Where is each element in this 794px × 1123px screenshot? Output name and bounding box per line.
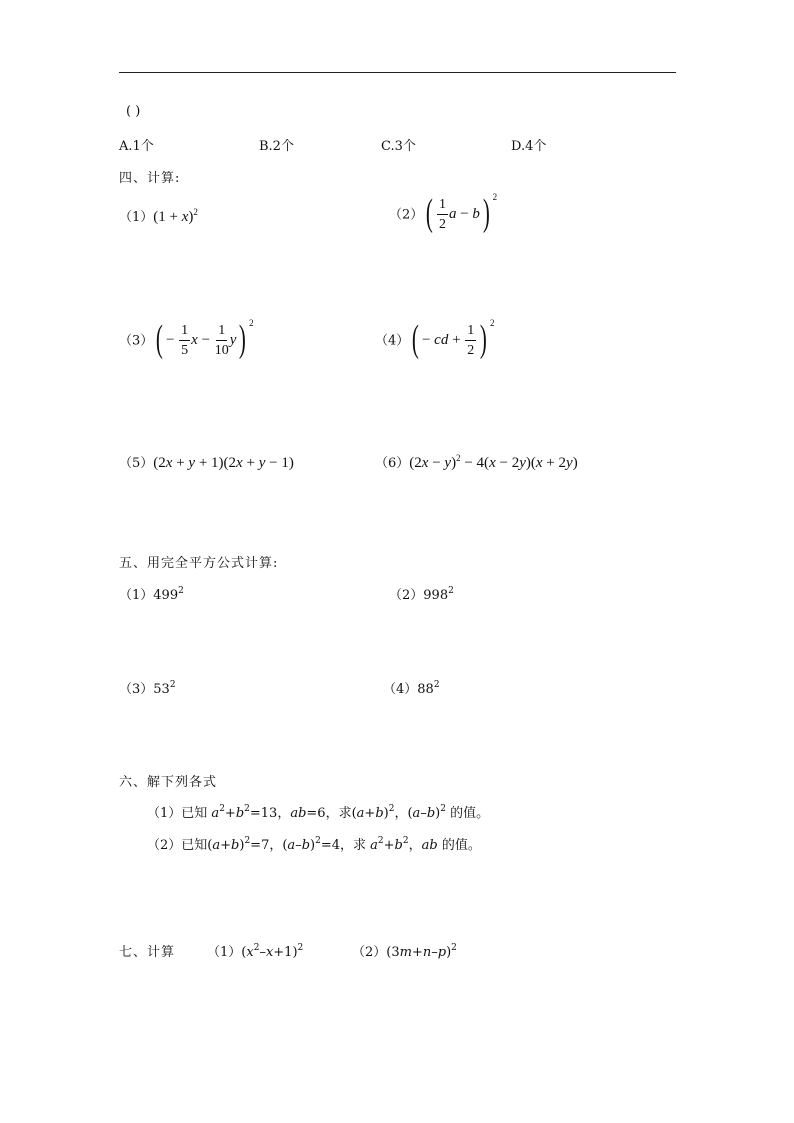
- s5-q3-base: 53: [153, 682, 170, 697]
- section5-title: 五、用完全平方公式计算:: [119, 556, 279, 571]
- s5-q2-base: 998: [423, 588, 449, 603]
- s6-q1-label: （1）: [147, 806, 182, 821]
- s5-q1-exp: 2: [178, 586, 184, 596]
- s4-q6-label: （6）: [375, 456, 410, 471]
- s5-q2-label: （2）: [389, 588, 424, 603]
- s4-q4-label: （4）: [375, 333, 410, 349]
- s5-q2-exp: 2: [448, 586, 454, 596]
- s4-q1-label: （1）: [119, 210, 154, 225]
- s6-q2: （2）已知$(a+b)^2=7$，$(a-b)^2=4$，求 $a^2+b^2$，ab 的值。: [147, 836, 481, 853]
- s4-q3-expr: ( − $\frac{1}{5}$ x − $\frac{1}{10}$ y) $^2$: [156, 318, 254, 360]
- s6-q2-label: （2）: [147, 838, 182, 853]
- option-c: C.3个: [381, 139, 416, 154]
- s4-q5-expr: (2x + y + 1)(2x + y − 1): [153, 455, 294, 471]
- s5-q4-exp: 2: [433, 680, 440, 690]
- s4-q1: [119, 206, 198, 226]
- s5-q1-base: 499: [153, 588, 179, 603]
- s5-q2: [389, 584, 454, 603]
- section4-title: 四、计算:: [119, 171, 181, 186]
- header-rule: [119, 72, 676, 73]
- s4-q2-label: （2）: [389, 207, 424, 223]
- s4-q2: [389, 192, 498, 234]
- s4-q1-expr: $(1 + x)^2$: [153, 207, 198, 225]
- s5-q4: [383, 678, 440, 697]
- s5-q4-label: （4）: [383, 682, 418, 697]
- s4-q3-label: （3）: [119, 333, 154, 349]
- s7-q2-label: （2）: [352, 945, 387, 960]
- option-d: D.4个: [511, 139, 547, 154]
- s5-q4-base: 88: [417, 682, 434, 697]
- option-b: B.2个: [259, 139, 294, 154]
- s5-q1-label: （1）: [119, 588, 154, 603]
- s4-q2-expr: ( $\frac{1}{2}$ a − b) $^2$: [426, 192, 498, 234]
- s4-q4-expr: ( − cd + $\frac{1}{2}$ ) $^2$: [412, 318, 495, 360]
- s4-q3: [119, 318, 254, 360]
- s7-q2: $(2)(3m+n-p)^2$: [352, 943, 457, 960]
- s5-q1: [119, 584, 184, 603]
- s4-q6-expr: $(2x - y)^2 - 4(x - 2y)(x + 2y)$: [409, 453, 578, 471]
- s7-q1-label: （1）: [207, 945, 242, 960]
- section7-title: 七、计算: [119, 945, 176, 960]
- s7-q1: $(1)(x^2-x+1)^2$: [207, 943, 304, 960]
- s4-q6: [375, 452, 578, 472]
- s5-q3: [119, 678, 176, 697]
- s4-q4: [375, 318, 495, 360]
- s5-q3-label: （3）: [119, 682, 154, 697]
- option-a: A.1个: [119, 139, 154, 154]
- s4-q5-label: （5）: [119, 456, 154, 471]
- s6-q1: （1）已知 $a^2+b^2=13$，ab=6，求$(a+b)^2$，$(a-b)^2$ 的值。: [147, 804, 490, 821]
- section6-title: 六、解下列各式: [119, 775, 218, 790]
- s5-q3-exp: 2: [169, 680, 176, 690]
- answer-paren: ( ): [126, 104, 141, 119]
- s4-q5: [119, 452, 294, 472]
